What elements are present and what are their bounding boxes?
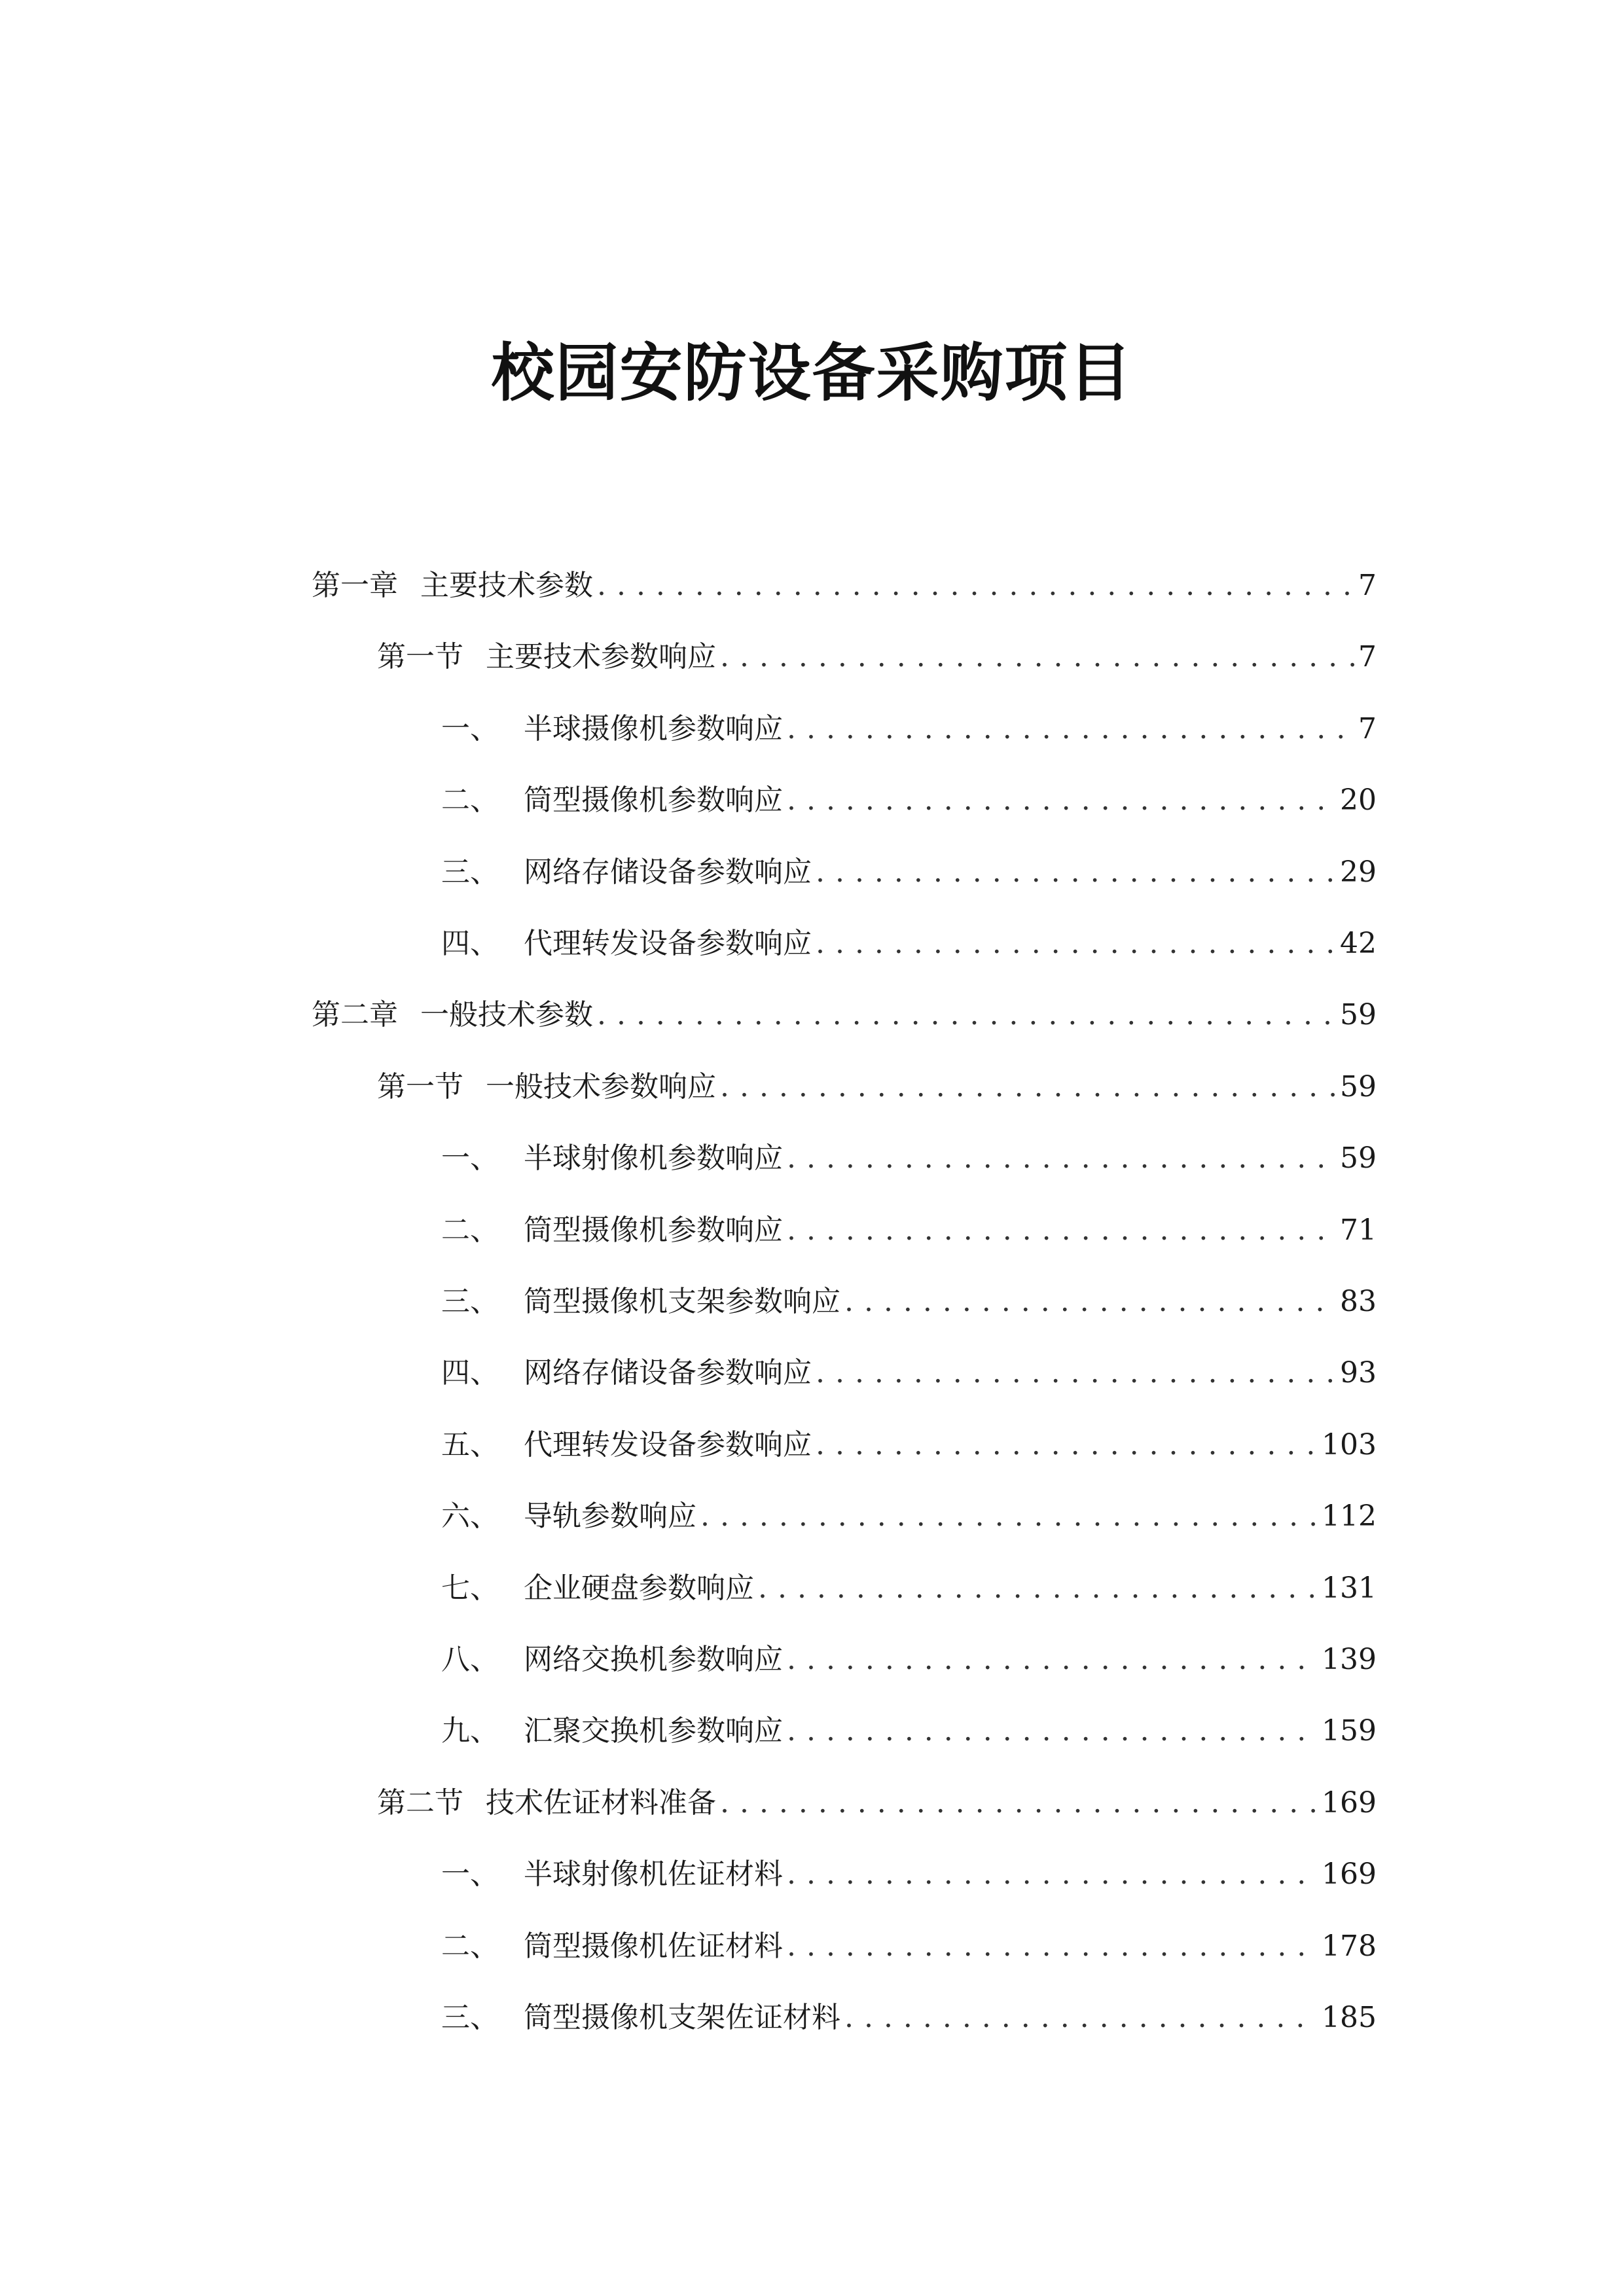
toc-entry-number: 第二节 [377, 1785, 463, 1820]
toc-entry-page: 7 [1358, 711, 1377, 745]
toc-dot-leader [720, 634, 1354, 680]
toc-entry-title: 筒型摄像机支架参数响应 [524, 1285, 840, 1318]
toc-entry-title: 筒型摄像机佐证材料 [524, 1929, 783, 1963]
toc-entry-number: 六、 [441, 1499, 499, 1534]
toc-dot-leader [720, 1064, 1336, 1110]
toc-entry[interactable] [377, 634, 1377, 680]
toc-entry-number: 第二章 [312, 998, 398, 1032]
toc-entry-page: 59 [1340, 1141, 1377, 1175]
toc-entry[interactable] [312, 563, 1377, 609]
toc-dot-leader [844, 1279, 1336, 1325]
toc-entry-number: 二、 [441, 783, 499, 817]
toc-entry-number: 三、 [441, 1285, 499, 1318]
toc-dot-leader [844, 1995, 1318, 2041]
toc-entry-number: 三、 [441, 2001, 499, 2034]
toc-entry-number: 第一节 [377, 640, 463, 674]
toc-dot-leader [816, 1422, 1318, 1468]
toc-entry[interactable] [441, 778, 1377, 823]
toc-entry[interactable] [312, 992, 1377, 1038]
toc-entry-title: 企业硬盘参数响应 [524, 1571, 754, 1605]
toc-entry-number: 一、 [441, 1857, 499, 1892]
toc-dot-leader [787, 1852, 1318, 1897]
toc-entry-page: 71 [1340, 1213, 1377, 1247]
toc-entry-title: 代理转发设备参数响应 [524, 927, 812, 960]
toc-entry-number: 二、 [441, 1929, 499, 1963]
toc-entry[interactable] [441, 1637, 1377, 1683]
toc-entry-page: 112 [1322, 1499, 1377, 1534]
toc-entry-number: 五、 [441, 1427, 499, 1462]
toc-dot-leader [816, 850, 1336, 895]
toc-entry-title: 网络存储设备参数响应 [524, 855, 812, 889]
toc-entry-page: 185 [1322, 2001, 1377, 2034]
toc-entry-number: 九、 [441, 1714, 499, 1748]
toc-entry-title: 汇聚交换机参数响应 [524, 1714, 783, 1748]
toc-entry[interactable] [441, 1494, 1377, 1539]
toc-entry[interactable] [441, 1422, 1377, 1468]
toc-entry-title: 一般技术参数 [420, 998, 593, 1032]
toc-entry-title: 一般技术参数响应 [486, 1069, 716, 1103]
toc-entry-page: 178 [1322, 1929, 1377, 1963]
toc-entry-title: 主要技术参数响应 [486, 640, 716, 674]
document-title: 校园安防设备采购项目 [491, 336, 1133, 410]
toc-entry-page: 139 [1322, 1643, 1377, 1676]
toc-dot-leader [597, 563, 1354, 609]
toc-entry-page: 169 [1322, 1857, 1377, 1892]
toc-entry-page: 169 [1322, 1785, 1377, 1820]
toc-entry-number: 四、 [441, 927, 499, 960]
toc-entry[interactable] [441, 1208, 1377, 1253]
toc-dot-leader [597, 992, 1336, 1038]
toc-entry[interactable] [441, 1279, 1377, 1325]
toc-dot-leader [700, 1494, 1318, 1539]
toc-entry-title: 主要技术参数 [420, 569, 593, 602]
toc-entry-title: 筒型摄像机参数响应 [524, 1213, 783, 1247]
toc-dot-leader [787, 1208, 1336, 1253]
toc-entry[interactable] [441, 1350, 1377, 1396]
toc-entry-title: 筒型摄像机支架佐证材料 [524, 2001, 840, 2034]
toc-entry-page: 42 [1340, 927, 1377, 960]
toc-entry-title: 半球射像机参数响应 [524, 1141, 783, 1175]
toc-entry-title: 网络存储设备参数响应 [524, 1356, 812, 1390]
toc-entry-page: 103 [1322, 1427, 1377, 1462]
toc-entry-number: 一、 [441, 1141, 499, 1175]
toc-entry[interactable] [441, 1852, 1377, 1897]
toc-dot-leader [816, 1350, 1336, 1396]
toc-entry[interactable] [377, 1064, 1377, 1110]
toc-dot-leader [787, 1708, 1318, 1754]
toc-dot-leader [787, 1637, 1318, 1683]
toc-entry-page: 20 [1340, 783, 1377, 817]
toc-entry-number: 第一节 [377, 1069, 463, 1103]
toc-dot-leader [816, 921, 1336, 967]
toc-entry-page: 131 [1322, 1571, 1377, 1605]
toc-entry-number: 二、 [441, 1213, 499, 1247]
toc-dot-leader [787, 778, 1336, 823]
toc-entry-title: 导轨参数响应 [524, 1499, 696, 1534]
toc-entry-number: 一、 [441, 711, 499, 745]
toc-entry[interactable] [441, 850, 1377, 895]
toc-entry-number: 第一章 [312, 569, 398, 602]
toc-entry-title: 代理转发设备参数响应 [524, 1427, 812, 1462]
toc-entry-page: 59 [1340, 998, 1377, 1032]
toc-entry-number: 三、 [441, 855, 499, 889]
toc-entry[interactable] [441, 1708, 1377, 1754]
toc-entry[interactable] [377, 1780, 1377, 1826]
toc-dot-leader [787, 706, 1354, 752]
toc-entry-page: 159 [1322, 1714, 1377, 1748]
toc-entry[interactable] [441, 1924, 1377, 1969]
toc-entry-page: 59 [1340, 1069, 1377, 1103]
toc-entry-page: 29 [1340, 855, 1377, 889]
toc-dot-leader [787, 1924, 1318, 1969]
toc-entry-number: 八、 [441, 1643, 499, 1676]
toc-dot-leader [720, 1780, 1318, 1826]
toc-entry-title: 半球射像机佐证材料 [524, 1857, 783, 1892]
toc-entry-number: 四、 [441, 1356, 499, 1390]
toc-entry[interactable] [441, 1995, 1377, 2041]
toc-dot-leader [758, 1566, 1318, 1611]
toc-entry-number: 七、 [441, 1571, 499, 1605]
toc-entry[interactable] [441, 1566, 1377, 1611]
toc-entry-page: 7 [1358, 640, 1377, 674]
toc-entry-page: 93 [1340, 1356, 1377, 1390]
toc-entry-title: 半球摄像机参数响应 [524, 711, 783, 745]
toc-entry-title: 筒型摄像机参数响应 [524, 783, 783, 817]
toc-dot-leader [787, 1136, 1336, 1181]
toc-entry[interactable] [441, 921, 1377, 967]
toc-entry-page: 83 [1340, 1285, 1377, 1318]
toc-entry[interactable] [441, 706, 1377, 752]
toc-entry-page: 7 [1358, 569, 1377, 602]
toc-entry-title: 技术佐证材料准备 [486, 1785, 716, 1820]
toc-entry-title: 网络交换机参数响应 [524, 1643, 783, 1676]
toc-entry[interactable] [441, 1136, 1377, 1181]
